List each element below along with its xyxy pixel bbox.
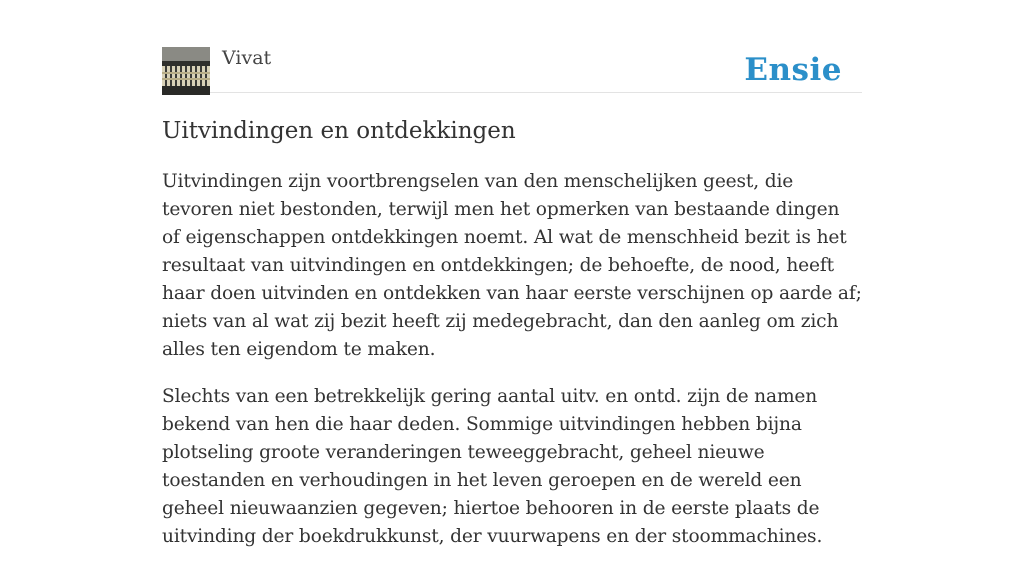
article-body bbox=[162, 168, 862, 570]
article-header bbox=[162, 0, 862, 93]
author-avatar[interactable] bbox=[162, 47, 210, 95]
avatar-image bbox=[162, 47, 210, 95]
author-name[interactable]: Vivat bbox=[222, 47, 272, 69]
article-title: Uitvindingen en ontdekkingen bbox=[162, 118, 516, 144]
article-paragraph: Uitvindingen zijn voortbrengselen van den menschelijken geest, die tevoren niet bestonden, terwijl men het opmerken van bestaande dingen of eigenschappen ontdekkingen noemt. Al wat de menschheid bezit is het resultaat van uitvindingen en ontdekkingen; de behoefte, de nood, heeft haar doen uitvinden en ontdekken van haar eerste verschijnen op aarde af; niets van al wat zij bezit heeft zij medegebracht, dan den aanleg om zich alles ten eigendom te maken. bbox=[162, 171, 862, 360]
brand-logo[interactable]: Ensie bbox=[744, 52, 842, 88]
article-page bbox=[162, 0, 862, 547]
article-paragraph: Slechts van een betrekkelijk gering aantal uitv. en ontd. zijn de namen bekend van hen die haar deden. Sommige uitvindingen hebben bijna plotseling groote veranderingen teweeggebracht, geheel nieuwe toestanden en verhoudingen in het leven geroepen en de wereld een geheel nieuwaanzien gegeven; hiertoe behooren in de eerste plaats de uitvinding der boekdrukkunst, der vuurwapens en der stoommachines. bbox=[162, 386, 823, 547]
